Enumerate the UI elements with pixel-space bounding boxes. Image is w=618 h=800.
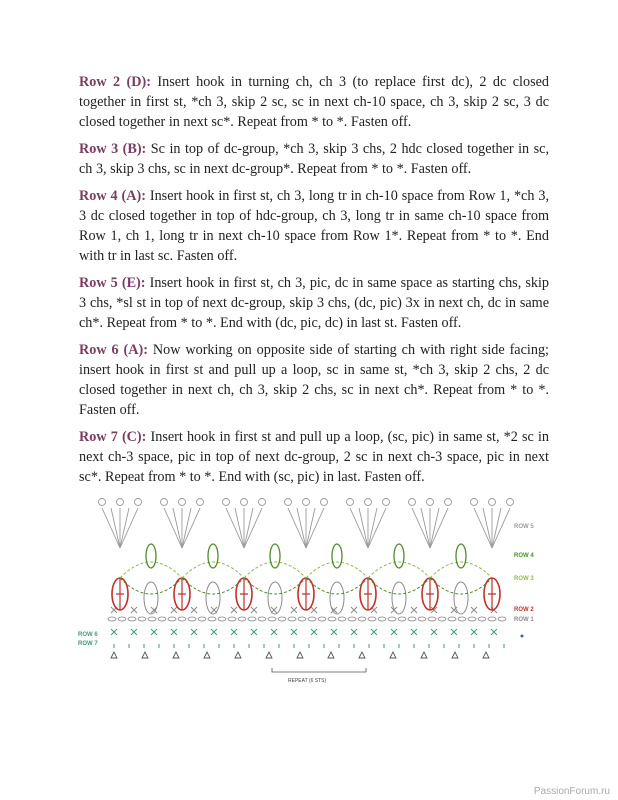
chain-stitch-symbol	[248, 617, 256, 621]
fan-stitch-symbol	[350, 508, 368, 548]
fan-stitch-symbol	[483, 508, 492, 548]
single-crochet-symbol	[311, 607, 317, 613]
picot-symbol	[489, 499, 496, 506]
dc-post-symbol	[488, 578, 496, 610]
picot-symbol	[421, 652, 427, 658]
chain-arc-symbol	[120, 578, 182, 594]
single-crochet-symbol	[271, 629, 277, 635]
chain-stitch-symbol	[198, 617, 206, 621]
chain-stitch-symbol	[138, 617, 146, 621]
chain-stitch-symbol	[428, 617, 436, 621]
row-text: Sc in top of dc-group, *ch 3, skip 3 chs, 2 hdc closed together in sc, ch 3, skip 3 chs, sc in next dc-group*. Repeat from * to *. Fasten off.	[79, 141, 550, 177]
fan-stitch-symbol	[368, 508, 386, 548]
single-crochet-symbol	[431, 629, 437, 635]
fan-stitch-symbol	[120, 508, 138, 548]
chain-stitch-symbol	[238, 617, 246, 621]
single-crochet-symbol	[291, 629, 297, 635]
watermark: PassionForum.ru	[533, 786, 610, 797]
chain-stitch-symbol	[288, 617, 296, 621]
hdc-cluster-symbol	[146, 544, 156, 568]
chain-loop-symbol	[144, 582, 158, 614]
row-text: Insert hook in turning ch, ch 3 (to replace first dc), 2 dc closed together in first st, *ch 3, skip 2 sc, sc in next ch-10 space, ch 3, skip 2 sc, 3 dc closed together in next sc*. Repeat from * to *. Fasten off.	[79, 74, 549, 130]
picot-symbol	[235, 652, 241, 658]
row-3-tag: ROW 3	[514, 576, 534, 582]
chain-stitch-symbol	[468, 617, 476, 621]
picot-symbol	[483, 652, 489, 658]
fan-stitch-symbol	[182, 508, 191, 548]
picot-symbol	[285, 499, 292, 506]
single-crochet-symbol	[331, 629, 337, 635]
single-crochet-symbol	[471, 607, 477, 613]
picot-symbol	[390, 652, 396, 658]
picot-symbol	[142, 652, 148, 658]
picot-symbol	[161, 499, 168, 506]
chain-stitch-symbol	[368, 617, 376, 621]
chain-arc-symbol	[368, 562, 430, 578]
chain-arc-symbol	[244, 562, 306, 578]
row-7-paragraph	[79, 427, 549, 487]
fan-stitch-symbol	[368, 508, 377, 548]
chain-stitch-symbol	[408, 617, 416, 621]
fan-stitch-symbol	[244, 508, 262, 548]
dc-post-symbol	[426, 578, 434, 610]
dc-post-symbol	[302, 578, 310, 610]
chain-stitch-symbol	[148, 617, 156, 621]
chain-arc-symbol	[430, 562, 492, 578]
single-crochet-symbol	[151, 629, 157, 635]
single-crochet-symbol	[411, 607, 417, 613]
chain-stitch-symbol	[318, 617, 326, 621]
chain-stitch-symbol	[108, 617, 116, 621]
hdc-cluster-symbol	[456, 544, 466, 568]
picot-symbol	[452, 652, 458, 658]
row-1-tag: ROW 1	[514, 617, 534, 623]
chain-stitch-symbol	[258, 617, 266, 621]
fan-stitch-symbol	[182, 508, 200, 548]
row-instructions	[79, 72, 549, 494]
single-crochet-symbol	[231, 607, 237, 613]
fan-stitch-symbol	[306, 508, 324, 548]
row-3-paragraph	[79, 139, 549, 179]
row-label: Row 6 (A):	[79, 342, 148, 358]
end-marker	[521, 635, 524, 638]
fan-stitch-symbol	[164, 508, 182, 548]
fan-stitch-symbol	[430, 508, 439, 548]
row-text: Insert hook in first st, ch 3, pic, dc in same space as starting chs, skip 3 chs, *sl st in top of next dc-group, skip 3 chs, (dc, pic) 3x in next ch, dc in same ch*. Repeat from * to *. End with (dc, pic, dc) in last st. Fasten off.	[79, 275, 549, 331]
chain-stitch-symbol	[378, 617, 386, 621]
chain-stitch-symbol	[488, 617, 496, 621]
chain-loop-symbol	[330, 582, 344, 614]
single-crochet-symbol	[351, 629, 357, 635]
chain-stitch-symbol	[418, 617, 426, 621]
picot-symbol	[445, 499, 452, 506]
hdc-cluster-symbol	[332, 544, 342, 568]
chain-stitch-symbol	[278, 617, 286, 621]
chain-stitch-symbol	[438, 617, 446, 621]
dc-post-symbol	[178, 578, 186, 610]
picot-symbol	[99, 499, 106, 506]
row-2-tag: ROW 2	[514, 607, 534, 613]
row-label: Row 2 (D):	[79, 74, 151, 90]
dc-post-symbol	[116, 578, 124, 610]
picot-symbol	[297, 652, 303, 658]
crochet-chart-diagram	[76, 486, 546, 686]
fan-stitch-symbol	[474, 508, 492, 548]
single-crochet-symbol	[391, 629, 397, 635]
picot-symbol	[365, 499, 372, 506]
single-crochet-symbol	[291, 607, 297, 613]
chain-stitch-symbol	[228, 617, 236, 621]
hdc-cluster-symbol	[270, 544, 280, 568]
chain-arc-symbol	[120, 562, 182, 578]
repeat-bracket	[272, 668, 366, 672]
picot-symbol	[303, 499, 310, 506]
picot-symbol	[321, 499, 328, 506]
chain-stitch-symbol	[498, 617, 506, 621]
single-crochet-symbol	[231, 629, 237, 635]
picot-symbol	[427, 499, 434, 506]
picot-symbol	[347, 499, 354, 506]
picot-symbol	[111, 652, 117, 658]
fan-stitch-symbol	[430, 508, 448, 548]
chain-stitch-symbol	[308, 617, 316, 621]
fan-stitch-symbol	[306, 508, 315, 548]
chain-stitch-symbol	[358, 617, 366, 621]
fan-stitch-symbol	[492, 508, 510, 548]
chain-stitch-symbol	[298, 617, 306, 621]
chain-stitch-symbol	[118, 617, 126, 621]
chain-stitch-symbol	[478, 617, 486, 621]
chain-stitch-symbol	[348, 617, 356, 621]
chain-stitch-symbol	[168, 617, 176, 621]
single-crochet-symbol	[111, 629, 117, 635]
single-crochet-symbol	[131, 629, 137, 635]
chain-arc-symbol	[306, 562, 368, 578]
single-crochet-symbol	[251, 629, 257, 635]
chain-stitch-symbol	[158, 617, 166, 621]
hdc-cluster-symbol	[208, 544, 218, 568]
picot-symbol	[266, 652, 272, 658]
single-crochet-symbol	[491, 629, 497, 635]
row-label: Row 4 (A):	[79, 188, 146, 204]
single-crochet-symbol	[171, 607, 177, 613]
chain-arc-symbol	[368, 578, 430, 594]
row-text: Now working on opposite side of starting ch with right side facing; insert hook in first st and pull up a loop, sc in same st, *ch 3, skip 2 chs, 2 dc closed together in next ch, ch 3, skip 2 chs, sc in next ch*. Repeat from * to *. Fasten off.	[79, 342, 549, 418]
hdc-cluster-symbol	[394, 544, 404, 568]
picot-symbol	[173, 652, 179, 658]
single-crochet-symbol	[191, 607, 197, 613]
picot-symbol	[507, 499, 514, 506]
picot-symbol	[328, 652, 334, 658]
fan-stitch-symbol	[359, 508, 368, 548]
chain-arc-symbol	[306, 578, 368, 594]
row-5-tag: ROW 5	[514, 524, 534, 530]
single-crochet-symbol	[211, 629, 217, 635]
fan-stitch-symbol	[412, 508, 430, 548]
row-text: Insert hook in first st, ch 3, long tr in ch-10 space from Row 1, *ch 3, 3 dc closed together in top of hdc-group, ch 3, long tr in same ch-10 space from Row 1, ch 1, long tr in next ch-10 space from Row 1*. Repeat from * to *. End with tr in last sc. Fasten off.	[79, 188, 549, 264]
chain-stitch-symbol	[448, 617, 456, 621]
picot-symbol	[197, 499, 204, 506]
row-2-paragraph	[79, 72, 549, 132]
picot-symbol	[383, 499, 390, 506]
single-crochet-symbol	[351, 607, 357, 613]
row-7-tag: ROW 7	[78, 641, 98, 647]
row-label: Row 7 (C):	[79, 429, 147, 445]
chain-stitch-symbol	[208, 617, 216, 621]
picot-symbol	[223, 499, 230, 506]
repeat-label: REPEAT (6 STS)	[288, 678, 327, 684]
chain-stitch-symbol	[338, 617, 346, 621]
chain-stitch-symbol	[128, 617, 136, 621]
single-crochet-symbol	[171, 629, 177, 635]
chain-stitch-symbol	[188, 617, 196, 621]
fan-stitch-symbol	[297, 508, 306, 548]
fan-stitch-symbol	[120, 508, 129, 548]
chain-stitch-symbol	[398, 617, 406, 621]
single-crochet-symbol	[451, 629, 457, 635]
row-text: Insert hook in first st and pull up a loop, (sc, pic) in same st, *2 sc in next ch-3 space, pic in top of next dc-group, 2 sc in next ch-3 space, pic in next sc*. Repeat from * to *. End with (sc, pic) in last. Fasten off.	[79, 429, 549, 485]
fan-stitch-symbol	[244, 508, 253, 548]
row-4-tag: ROW 4	[514, 553, 534, 559]
chart-stitch-symbols	[99, 499, 524, 673]
picot-symbol	[241, 499, 248, 506]
fan-stitch-symbol	[288, 508, 306, 548]
single-crochet-symbol	[131, 607, 137, 613]
chain-arc-symbol	[244, 578, 306, 594]
picot-symbol	[409, 499, 416, 506]
crochet-chart	[76, 486, 546, 686]
chain-stitch-symbol	[268, 617, 276, 621]
picot-symbol	[117, 499, 124, 506]
fan-stitch-symbol	[421, 508, 430, 548]
picot-symbol	[204, 652, 210, 658]
chain-arc-symbol	[182, 562, 244, 578]
chain-loop-symbol	[454, 582, 468, 614]
picot-symbol	[135, 499, 142, 506]
fan-stitch-symbol	[226, 508, 244, 548]
picot-symbol	[359, 652, 365, 658]
row-label: Row 3 (B):	[79, 141, 147, 157]
picot-symbol	[259, 499, 266, 506]
dc-post-symbol	[364, 578, 372, 610]
picot-symbol	[471, 499, 478, 506]
single-crochet-symbol	[311, 629, 317, 635]
row-4-paragraph	[79, 186, 549, 266]
single-crochet-symbol	[191, 629, 197, 635]
fan-stitch-symbol	[492, 508, 501, 548]
chain-stitch-symbol	[388, 617, 396, 621]
fan-stitch-symbol	[111, 508, 120, 548]
row-6-tag: ROW 6	[78, 632, 98, 638]
fan-stitch-symbol	[235, 508, 244, 548]
chain-arc-symbol	[430, 578, 492, 594]
row-6-paragraph	[79, 340, 549, 420]
chain-stitch-symbol	[458, 617, 466, 621]
row-label: Row 5 (E):	[79, 275, 146, 291]
single-crochet-symbol	[371, 629, 377, 635]
fan-stitch-symbol	[102, 508, 120, 548]
chain-stitch-symbol	[328, 617, 336, 621]
single-crochet-symbol	[411, 629, 417, 635]
picot-symbol	[179, 499, 186, 506]
chain-stitch-symbol	[178, 617, 186, 621]
row-5-paragraph	[79, 273, 549, 333]
chain-loop-symbol	[392, 582, 406, 614]
chain-arc-symbol	[182, 578, 244, 594]
single-crochet-symbol	[251, 607, 257, 613]
fan-stitch-symbol	[173, 508, 182, 548]
single-crochet-symbol	[471, 629, 477, 635]
dc-post-symbol	[240, 578, 248, 610]
chain-stitch-symbol	[218, 617, 226, 621]
